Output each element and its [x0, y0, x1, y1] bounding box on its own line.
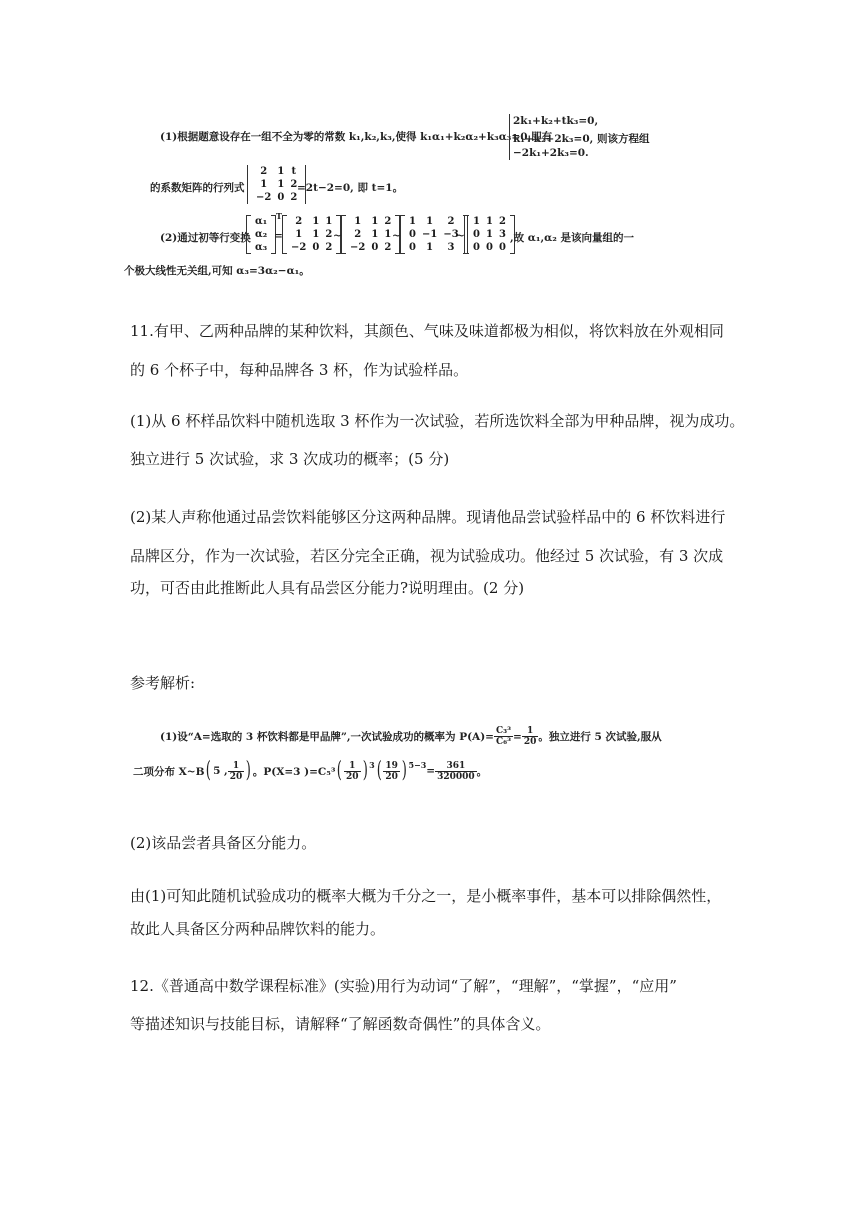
q12-line-1: 12.《普通高中数学课程标准》(实验)用行为动词“了解”，“理解”，“掌握”，“应用” — [130, 977, 677, 995]
fraction-p: $\frac{1}{20}$ — [229, 760, 243, 782]
ref-s1-tail: 。独立进行 5 次试验,服从 — [538, 731, 662, 743]
fraction-q: $\frac{19}{20}$ — [385, 760, 398, 782]
alpha-column-matrix: α₁ α₂ α₃ — [246, 215, 276, 254]
det-result: =2t−2=0, 即 t=1。 — [297, 182, 404, 194]
q12-line-2: 等描述知识与技能目标，请解释“了解函数奇偶性”的具体含义。 — [130, 1015, 551, 1033]
ref-reason-line-1: 由(1)可知此随机试验成功的概率大概为千分之一，是小概率事件，基本可以排除偶然性， — [130, 887, 722, 905]
q11-part1-line-1: (1)从 6 杯样品饮料中随机选取 3 杯作为一次试验，若所选饮料全部为甲种品牌，视为成功。 — [130, 412, 745, 430]
binomial-n: 5 , — [213, 765, 228, 777]
equals-sign: = — [426, 765, 436, 777]
exponent-3: 3 — [369, 760, 375, 770]
fraction-1-20: $\frac{1}{20}$ — [523, 726, 537, 747]
system-brace — [509, 114, 510, 160]
q11-part2-line-2: 品牌区分，作为一次试验，若区分完全正确，视为试验成功。他经过 5 次试验，有 3 次成 — [130, 547, 724, 565]
matrix-1: 2 1 1 1 1 2 −2 0 2 — [282, 215, 341, 254]
ref-s1-lead: (1)设“A=选取的 3 杯饮料都是甲品牌”,一次试验成功的概率为 P(A)= — [160, 731, 494, 743]
system-eq-2: k₁+k₂+2k₃=0, 则该方程组 — [513, 133, 650, 145]
ref-label: 参考解析: — [130, 674, 196, 692]
q11-part2-line-1: (2)某人声称他通过品尝饮料能够区分这两种品牌。现请他品尝试验样品中的 6 杯饮料进行 — [130, 508, 726, 526]
equals-sign: = — [513, 730, 522, 743]
ref-s2-lead: 二项分布 X~B — [133, 765, 205, 778]
sim-2: ~ — [392, 230, 401, 242]
matrix-3: 1 1 2 0 −1 −3 0 1 3 — [400, 215, 468, 254]
q11-part2-line-3: 功，可否由此推断此人具有品尝区分能力?说明理由。(2 分) — [130, 579, 525, 597]
equals-sign: = — [274, 230, 283, 242]
q11-stem-line-1: 11.有甲、乙两种品牌的某种饮料，其颜色、气味及味道都极为相似，将饮料放在外观相同 — [130, 322, 724, 340]
sol10-part2-line2: 个极大线性无关组,可知 α₃=3α₂−α₁。 — [124, 265, 310, 277]
fraction-p-repeat: $\frac{1}{20}$ — [346, 760, 359, 782]
matrix-2: 1 1 2 2 1 1 −2 0 2 — [341, 215, 400, 254]
sol10-part2-lead: (2)通过初等行变换 — [160, 232, 251, 244]
sim-1: ~ — [333, 230, 342, 242]
ref-solution-line-1 — [160, 726, 662, 747]
fraction-result: $\frac{361}{320000}$ — [437, 760, 475, 782]
det-lead: 的系数矩阵的行列式 — [150, 182, 245, 194]
fraction-c3-c6: $\frac{\text{C₃³}}{\text{C₆³}}$ — [495, 726, 512, 747]
sol10-part2-tail: ,故 α₁,α₂ 是该向量组的一 — [510, 232, 634, 244]
q11-part1-line-2: 独立进行 5 次试验，求 3 次成功的概率；(5 分) — [130, 450, 450, 468]
matrix-4: 1 1 2 0 1 3 0 0 0 — [464, 215, 515, 254]
sol10-part1-lead: (1)根据题意设存在一组不全为零的常数 k₁,k₂,k₃,使得 k₁α₁+k₂α₂+k₃α₃=0,即有 — [160, 131, 553, 143]
ref-s2-mid: 。P(X=3 )=C₅³ — [252, 765, 336, 778]
ref-part2: (2)该品尝者具备区分能力。 — [130, 834, 317, 852]
system-eq-3: −2k₁+2k₃=0. — [513, 147, 589, 159]
period: 。 — [476, 765, 488, 778]
q11-stem-line-2: 的 6 个杯子中，每种品牌各 3 杯，作为试验样品。 — [130, 361, 469, 379]
transpose-mark: T — [276, 211, 282, 221]
determinant: 2 1 t 1 1 2 −2 0 2 — [247, 165, 306, 204]
system-eq-1: 2k₁+k₂+tk₃=0, — [513, 115, 599, 127]
ref-solution-line-2: 二项分布 X~B ( 5 , $\frac{1}{20}$ ) 。P(X=3 )=C₅³ ( $\frac{1}{20}$ ) $^3$ ( $\frac{19}{20}$ ) $^{5-3}$ = $\frac{361}{320000}$ 。 — [133, 758, 488, 783]
ref-reason-line-2: 故此人具备区分两种品牌饮料的能力。 — [130, 920, 386, 938]
sim-3: ~ — [456, 230, 465, 242]
exponent-5-3: 5−3 — [408, 760, 427, 770]
